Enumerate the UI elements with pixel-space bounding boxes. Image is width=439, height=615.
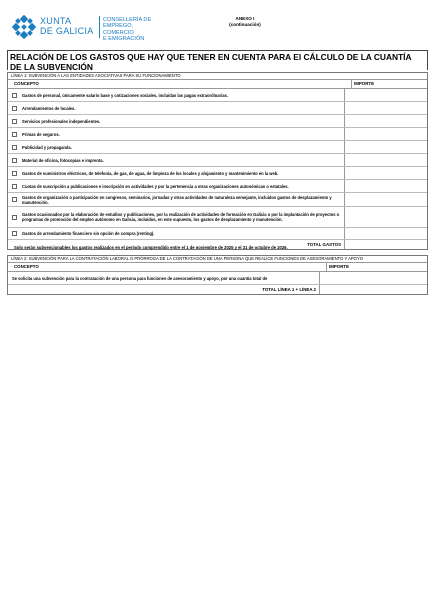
concept-checkbox[interactable] bbox=[12, 158, 17, 163]
concept-checkbox[interactable] bbox=[12, 231, 17, 236]
concept-cell bbox=[8, 180, 345, 192]
line2-row-text: Se solicita una subvención para la contratación de una persona para funciones de asesoramiento y apoyo, por una cuantía total de bbox=[12, 275, 268, 281]
concept-cell bbox=[8, 228, 345, 239]
department-line-1: CONSELLERÍA DE bbox=[103, 17, 152, 23]
concept-text: Gastos ocasionados por la elaboración de estudios y publicaciones, por la realización de actividades de formación en Galicia o por la implantación de proyectos o programas de promoción del empleo autónomo en Galicia, incluidos, en este supuesto, los gastos de desplazamiento y manutención. bbox=[22, 212, 340, 222]
concept-text: Gastos de organización o participación en congresos, seminarios, jornadas y otras actividades de naturaleza semejante, incluidos gastos de desplazamiento y manutención. bbox=[22, 194, 332, 205]
line1-col-concept: CONCEPTO bbox=[8, 80, 352, 88]
line2-section-label: LÍNEA 2: SUBVENCIÓN PARA LA CONTRATACIÓN LABORAL O PRÓRROGA DE LA CONTRATACIÓN DE UNA PERSONA QUE REALICE FUNCIONES DE ASESORAMIENTO Y APOYO bbox=[8, 256, 427, 263]
line2-row-concept bbox=[8, 272, 320, 284]
concept-checkbox[interactable] bbox=[12, 197, 17, 202]
table-row bbox=[8, 128, 427, 141]
concept-text: Material de oficina, fotocopias e imprenta. bbox=[22, 157, 104, 163]
concept-cell bbox=[8, 89, 345, 101]
title-box bbox=[7, 50, 428, 70]
line1-total-label: TOTAL GASTOS bbox=[8, 240, 345, 249]
concept-text: Primas de seguros. bbox=[22, 131, 60, 137]
concept-checkbox[interactable] bbox=[12, 132, 17, 137]
line2-col-amount: IMPORTE bbox=[329, 264, 350, 269]
concept-cell bbox=[8, 154, 345, 166]
line1-section-label: LÍNEA 1: SUBVENCIÓN A LAS ENTIDADES ASOCIATIVAS PARA SU FUNCIONAMIENTO bbox=[8, 73, 427, 80]
annex-label bbox=[220, 16, 270, 28]
table-row bbox=[8, 115, 427, 128]
line2-table bbox=[7, 255, 428, 295]
table-row bbox=[8, 167, 427, 180]
concept-cell bbox=[8, 193, 345, 206]
table-row bbox=[8, 89, 427, 102]
concept-text: Publicidad y propaganda. bbox=[22, 144, 72, 150]
xunta-logo bbox=[12, 14, 162, 42]
concept-cell bbox=[8, 167, 345, 179]
table-row bbox=[8, 207, 427, 228]
concept-checkbox[interactable] bbox=[12, 106, 17, 111]
xunta-emblem-icon bbox=[12, 15, 36, 39]
wordmark-line-1: XUNTA bbox=[40, 16, 72, 26]
concept-text: Gastos de personal, únicamente salario base y cotizaciones sociales, incluidas las pagas extraordinarias. bbox=[22, 92, 228, 98]
wordmark-line-2: DE GALICIA bbox=[40, 26, 94, 36]
concept-cell bbox=[8, 141, 345, 153]
xunta-wordmark bbox=[40, 16, 94, 36]
concept-checkbox[interactable] bbox=[12, 215, 17, 220]
concept-cell bbox=[8, 102, 345, 114]
table-row bbox=[8, 154, 427, 167]
line2-total-label: TOTAL LÍNEA 1 + LÍNEA 2 bbox=[8, 285, 320, 294]
concept-checkbox[interactable] bbox=[12, 171, 17, 176]
line2-row bbox=[8, 272, 427, 285]
table-row bbox=[8, 193, 427, 207]
annex-title: ANEXO I bbox=[235, 16, 255, 21]
concept-text: Arrendamientos de locales. bbox=[22, 105, 76, 111]
logo-divider bbox=[99, 16, 100, 38]
table-row bbox=[8, 141, 427, 154]
line1-col-amount: IMPORTE bbox=[354, 81, 375, 86]
table-row bbox=[8, 228, 427, 240]
department-line-3: E EMIGRACIÓN bbox=[103, 36, 145, 43]
table-row bbox=[8, 180, 427, 193]
page-title: RELACIÓN DE LOS GASTOS QUE HAY QUE TENER EN CUENTA PARA El CÁLCULO DE LA CUANTÍA DE LA SUBVENCIÓN bbox=[10, 52, 412, 72]
line1-rows bbox=[8, 89, 427, 240]
line1-table bbox=[7, 72, 428, 250]
line1-header-row bbox=[8, 80, 427, 89]
line2-total-row bbox=[8, 285, 427, 294]
concept-cell bbox=[8, 128, 345, 140]
concept-checkbox[interactable] bbox=[12, 145, 17, 150]
period-note: Solo serán subvencionables los gastos realizados en el período comprendido entre el 1 de noviembre de 2025 y el 31 de octubre de 2026. bbox=[14, 245, 288, 250]
concept-text: Servicios profesionales independientes. bbox=[22, 118, 101, 124]
department-name bbox=[103, 17, 162, 43]
table-row bbox=[8, 102, 427, 115]
line2-header-row bbox=[8, 263, 427, 272]
line2-col-concept: CONCEPTO bbox=[8, 263, 327, 271]
concept-checkbox[interactable] bbox=[12, 184, 17, 189]
annex-subtitle: (continuación) bbox=[229, 22, 261, 27]
concept-cell bbox=[8, 207, 345, 227]
concept-checkbox[interactable] bbox=[12, 93, 17, 98]
department-line-2: EMPREGO, COMERCIO bbox=[103, 23, 134, 36]
concept-text: Gastos de arrendamiento financiero sin opción de compra (renting). bbox=[22, 231, 155, 236]
concept-text: Gastos de suministros eléctricos, de telefonía, de gas, de agua, de limpieza de los locales y alojamiento y mantenimiento en la web. bbox=[22, 170, 279, 176]
concept-cell bbox=[8, 115, 345, 127]
concept-text: Cuotas de suscripción a publicaciones e inscripción en actividades y por la pertenencia a otras organizaciones autonómicas o estatales. bbox=[22, 183, 289, 189]
concept-checkbox[interactable] bbox=[12, 119, 17, 124]
